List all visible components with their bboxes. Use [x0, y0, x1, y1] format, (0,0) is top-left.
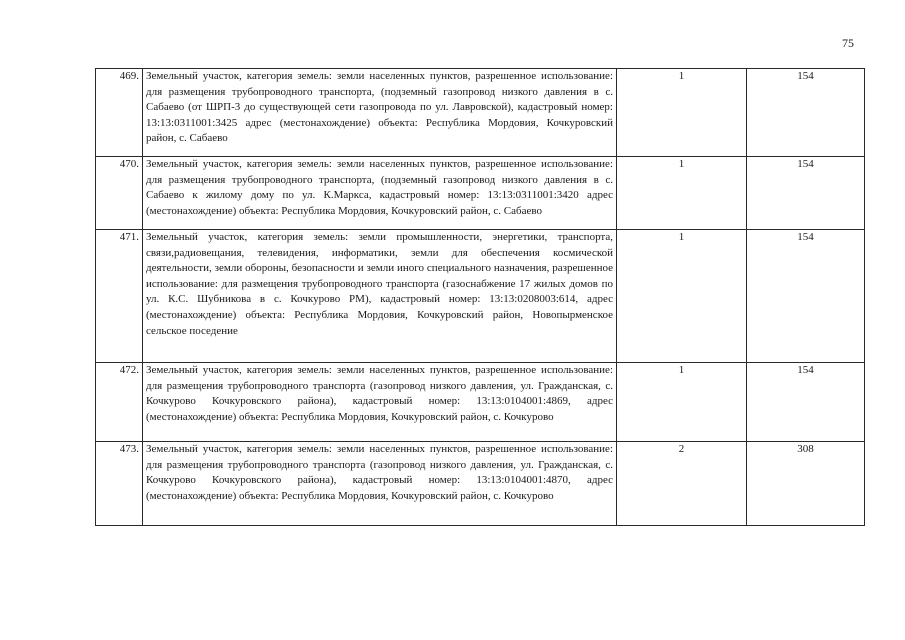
- page-number: 75: [842, 36, 854, 50]
- row-description: Земельный участок, категория земель: земли населенных пунктов, разрешенное использование: для размещения трубопроводного транспорта, (подземный газопровод низкого давления в с. Сабаево к жилому дому по ул. К.Маркса, кадастровый номер: 13:13:0311001:3420 адрес (местонахождение) объекта: Республика Мордовия, Кочкуровский район, с. Сабаево: [143, 157, 617, 230]
- row-number: 470.: [96, 157, 143, 230]
- row-quantity: 1: [617, 363, 747, 442]
- table-row: [96, 442, 865, 526]
- row-quantity: 1: [617, 230, 747, 363]
- table-row: [96, 157, 865, 230]
- row-number: 472.: [96, 363, 143, 442]
- row-amount: 154: [747, 230, 865, 363]
- row-amount: 308: [747, 442, 865, 526]
- row-number: 471.: [96, 230, 143, 363]
- row-description: Земельный участок, категория земель: земли населенных пунктов, разрешенное использование: для размещения трубопроводного транспорта, (подземный газопровод низкого давления в с. Сабаево (от ШРП-3 до существующей сети газопровода по ул. Лавровской), кадастровый номер: 13:13:0311001:3425 адрес (местонахождение) объекта: Республика Мордовия, Кочкуровский район, с. Сабаево: [143, 69, 617, 157]
- row-amount: 154: [747, 363, 865, 442]
- row-quantity: 1: [617, 157, 747, 230]
- row-description: Земельный участок, категория земель: земли промышленности, энергетики, транспорта, связи,радиовещания, телевидения, информатики, земли для обеспечения космической деятельности, земли обороны, безопасности и земли иного специального назначения, разрешенное использование: для размещения трубопроводного транспорта (газоснабжение 17 жилых домов по ул. К.С. Шубникова в с. Кочкурово РМ), кадастровый номер: 13:13:0208003:614, адрес (местонахождение) объекта: Республика Мордовия, Кочкуровский район, Новопырменское сельское поседение: [143, 230, 617, 363]
- row-description: Земельный участок, категория земель: земли населенных пунктов, разрешенное использование: для размещения трубопроводного транспорта (газопровод низкого давления, ул. Гражданская, с. Кочкурово Кочкуровского района), кадастровый номер: 13:13:0104001:4869, адрес (местонахождение) объекта: Республика Мордовия, Кочкуровский район, с. Кочкурово: [143, 363, 617, 442]
- table-row: [96, 230, 865, 363]
- row-quantity: 2: [617, 442, 747, 526]
- row-number: 469.: [96, 69, 143, 157]
- row-number: 473.: [96, 442, 143, 526]
- row-amount: 154: [747, 157, 865, 230]
- land-plot-registry-table: [95, 68, 865, 526]
- table-row: [96, 363, 865, 442]
- table-row: [96, 69, 865, 157]
- row-quantity: 1: [617, 69, 747, 157]
- row-description: Земельный участок, категория земель: земли населенных пунктов, разрешенное использование: для размещения трубопроводного транспорта (газопровод низкого давления, ул. Гражданская, с. Кочкурово Кочкуровского района), кадастровый номер: 13:13:0104001:4870, адрес (местонахождение) объекта: Республика Мордовия, Кочкуровский район, с. Кочкурово: [143, 442, 617, 526]
- row-amount: 154: [747, 69, 865, 157]
